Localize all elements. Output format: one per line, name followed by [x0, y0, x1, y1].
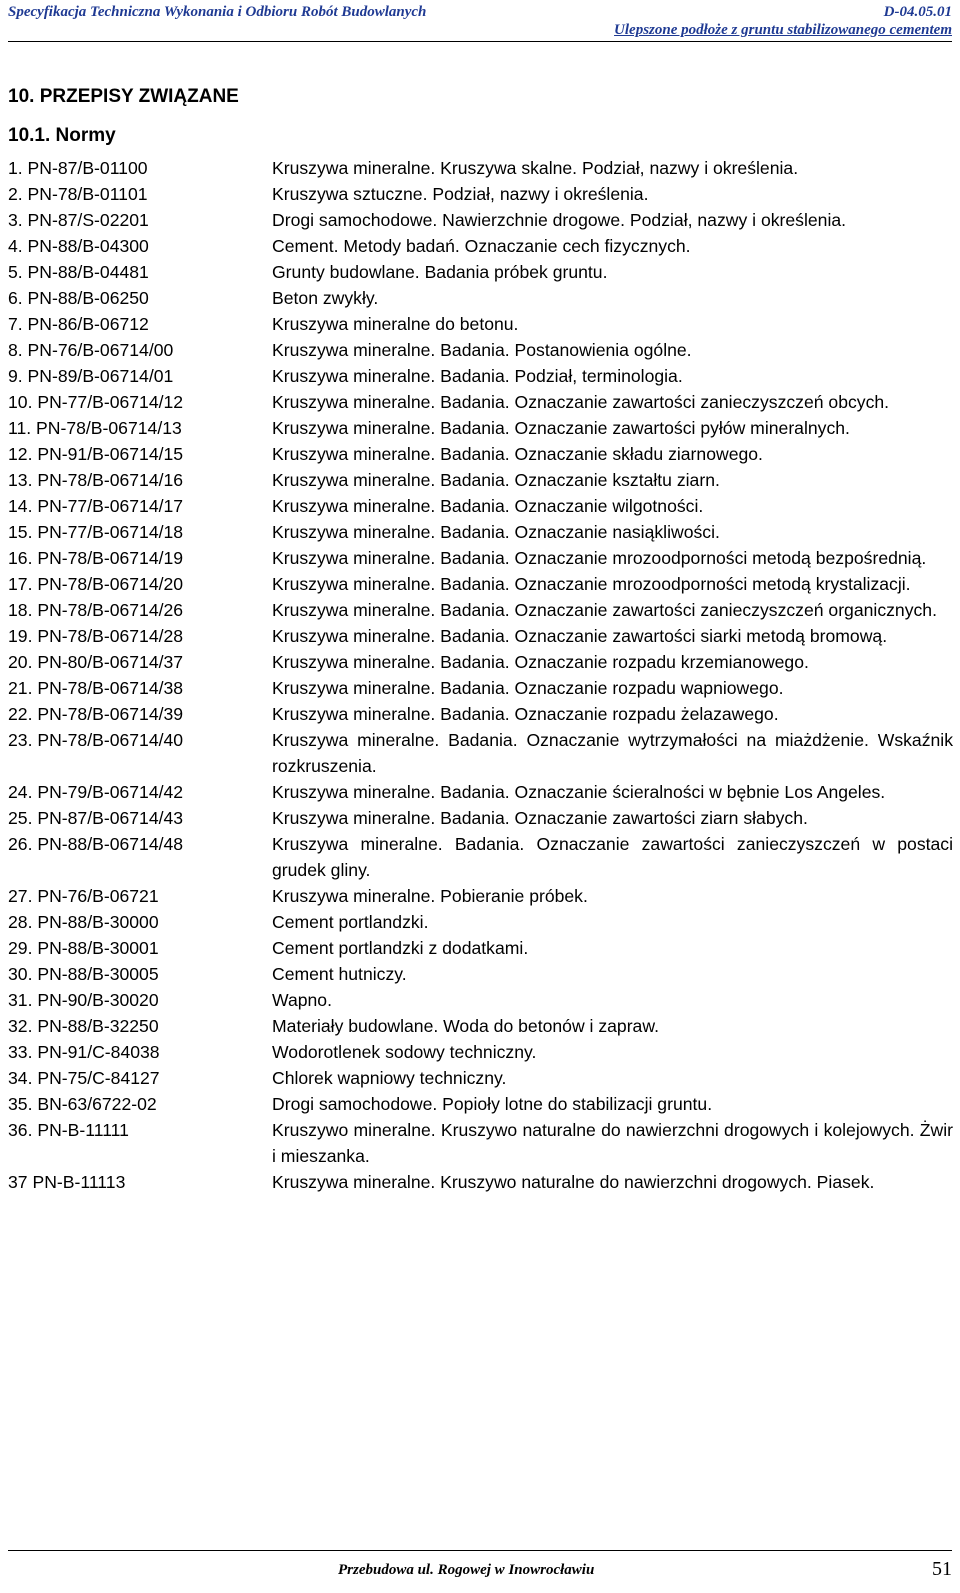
norm-item	[8, 233, 953, 259]
norm-item	[8, 1039, 953, 1065]
norm-number: 34. PN-75/C-84127	[8, 1068, 160, 1088]
norm-number: 3. PN-87/S-02201	[8, 210, 149, 230]
norm-description: Grunty budowlane. Badania próbek gruntu.	[272, 262, 608, 282]
norm-item	[8, 337, 953, 363]
norm-description: Wapno.	[272, 990, 332, 1010]
norm-number: 31. PN-90/B-30020	[8, 990, 159, 1010]
norm-description: Kruszywa mineralne. Badania. Oznaczanie wilgotności.	[272, 496, 704, 516]
norm-number: 36. PN-B-11111	[8, 1120, 129, 1140]
norm-description: Kruszywa mineralne. Badania. Oznaczanie zawartości zanieczyszczeń obcych.	[272, 392, 890, 412]
footer-divider	[8, 1550, 952, 1551]
norm-number: 14. PN-77/B-06714/17	[8, 496, 184, 516]
norm-description: Materiały budowlane. Woda do betonów i zapraw.	[272, 1016, 659, 1036]
norm-description: Kruszywa mineralne. Badania. Oznaczanie rozpadu żelazawego.	[272, 704, 779, 724]
norm-item	[8, 727, 953, 779]
footer-text: Przebudowa ul. Rogowej w Inowrocławiu	[338, 1562, 595, 1578]
norm-number: 16. PN-78/B-06714/19	[8, 548, 184, 568]
section-title: 10. PRZEPISY ZWIĄZANE	[8, 86, 239, 107]
norm-item	[8, 1117, 953, 1169]
norm-description: Cement portlandzki.	[272, 912, 429, 932]
norm-item	[8, 207, 953, 233]
norm-number: 20. PN-80/B-06714/37	[8, 652, 184, 672]
norm-item	[8, 1169, 953, 1195]
norm-number: 5. PN-88/B-04481	[8, 262, 149, 282]
norm-number: 37 PN-B-11113	[8, 1172, 126, 1192]
norm-number: 13. PN-78/B-06714/16	[8, 470, 184, 490]
document-title: Specyfikacja Techniczna Wykonania i Odbioru Robót Budowlanych	[8, 4, 427, 20]
norm-number: 33. PN-91/C-84038	[8, 1042, 160, 1062]
norm-description: Kruszywa mineralne. Badania. Oznaczanie zawartości ziarn słabych.	[272, 808, 808, 828]
norm-description: Kruszywa mineralne. Badania. Oznaczanie rozpadu wapniowego.	[272, 678, 784, 698]
norm-number: 12. PN-91/B-06714/15	[8, 444, 184, 464]
norm-item	[8, 545, 953, 571]
norm-description: Kruszywa mineralne. Pobieranie próbek.	[272, 886, 588, 906]
norm-item	[8, 363, 953, 389]
norm-item	[8, 649, 953, 675]
norm-description: Drogi samochodowe. Nawierzchnie drogowe. Podział, nazwy i określenia.	[272, 210, 847, 230]
norm-item	[8, 1091, 953, 1117]
norm-item	[8, 571, 953, 597]
norm-number: 6. PN-88/B-06250	[8, 288, 149, 308]
norm-description: Kruszywa mineralne. Badania. Postanowienia ogólne.	[272, 340, 692, 360]
norm-number: 19. PN-78/B-06714/28	[8, 626, 184, 646]
norm-number: 32. PN-88/B-32250	[8, 1016, 159, 1036]
norm-description: Kruszywa mineralne. Badania. Oznaczanie ścieralności w bębnie Los Angeles.	[272, 782, 886, 802]
document-subtitle: Ulepszone podłoże z gruntu stabilizowanego cementem	[614, 22, 952, 38]
norm-item	[8, 805, 953, 831]
norm-item	[8, 701, 953, 727]
norm-number: 26. PN-88/B-06714/48	[8, 834, 184, 854]
norm-number: 27. PN-76/B-06721	[8, 886, 159, 906]
norm-description: Chlorek wapniowy techniczny.	[272, 1068, 507, 1088]
norm-item	[8, 909, 953, 935]
norm-description: Kruszywa mineralne. Kruszywo naturalne do nawierzchni drogowych. Piasek.	[272, 1172, 875, 1192]
norm-item	[8, 831, 953, 883]
norm-description: Kruszywa mineralne do betonu.	[272, 314, 519, 334]
norm-item	[8, 441, 953, 467]
norm-description: Kruszywa mineralne. Badania. Podział, terminologia.	[272, 366, 683, 386]
norm-description: Kruszywo mineralne. Kruszywo naturalne do nawierzchni drogowych i kolejowych. Żwir i mieszanka.	[272, 1120, 953, 1166]
norm-number: 29. PN-88/B-30001	[8, 938, 159, 958]
norm-item	[8, 1013, 953, 1039]
norm-description: Kruszywa mineralne. Badania. Oznaczanie zawartości pyłów mineralnych.	[272, 418, 850, 438]
norm-number: 23. PN-78/B-06714/40	[8, 730, 184, 750]
norm-number: 35. BN-63/6722-02	[8, 1094, 157, 1114]
norm-number: 10. PN-77/B-06714/12	[8, 392, 184, 412]
norm-description: Kruszywa mineralne. Badania. Oznaczanie zawartości siarki metodą bromową.	[272, 626, 888, 646]
page-number: 51	[932, 1558, 952, 1580]
norm-number: 2. PN-78/B-01101	[8, 184, 148, 204]
norm-item	[8, 1065, 953, 1091]
norm-description: Cement portlandzki z dodatkami.	[272, 938, 529, 958]
header-divider	[8, 41, 952, 42]
norm-item	[8, 779, 953, 805]
norm-item	[8, 259, 953, 285]
norm-item	[8, 467, 953, 493]
norm-item	[8, 311, 953, 337]
norm-number: 25. PN-87/B-06714/43	[8, 808, 184, 828]
page-footer	[8, 1550, 952, 1590]
norm-description: Kruszywa mineralne. Badania. Oznaczanie kształtu ziarn.	[272, 470, 720, 490]
norm-item	[8, 883, 953, 909]
norm-description: Wodorotlenek sodowy techniczny.	[272, 1042, 537, 1062]
norm-item	[8, 415, 953, 441]
norm-description: Kruszywa mineralne. Badania. Oznaczanie wytrzymałości na miażdżenie. Wskaźnik rozkruszenia.	[272, 730, 953, 776]
norm-item	[8, 155, 953, 181]
norm-number: 7. PN-86/B-06712	[8, 314, 149, 334]
norm-number: 18. PN-78/B-06714/26	[8, 600, 184, 620]
norm-item	[8, 285, 953, 311]
page-header	[8, 2, 952, 42]
norm-number: 9. PN-89/B-06714/01	[8, 366, 174, 386]
norm-number: 24. PN-79/B-06714/42	[8, 782, 184, 802]
norm-description: Beton zwykły.	[272, 288, 379, 308]
norm-number: 22. PN-78/B-06714/39	[8, 704, 184, 724]
norm-description: Kruszywa mineralne. Badania. Oznaczanie zawartości zanieczyszczeń w postaci grudek gliny.	[272, 834, 953, 880]
norm-description: Kruszywa mineralne. Badania. Oznaczanie mrozoodporności metodą krystalizacji.	[272, 574, 911, 594]
norm-number: 15. PN-77/B-06714/18	[8, 522, 184, 542]
norm-description: Cement hutniczy.	[272, 964, 407, 984]
norm-item	[8, 987, 953, 1013]
norm-item	[8, 181, 953, 207]
section-subtitle: 10.1. Normy	[8, 125, 116, 146]
norm-number: 8. PN-76/B-06714/00	[8, 340, 174, 360]
norm-number: 4. PN-88/B-04300	[8, 236, 149, 256]
norm-item	[8, 675, 953, 701]
norm-description: Cement. Metody badań. Oznaczanie cech fizycznych.	[272, 236, 691, 256]
norm-description: Drogi samochodowe. Popioły lotne do stabilizacji gruntu.	[272, 1094, 713, 1114]
norm-number: 17. PN-78/B-06714/20	[8, 574, 184, 594]
norm-description: Kruszywa mineralne. Badania. Oznaczanie rozpadu krzemianowego.	[272, 652, 809, 672]
norm-number: 1. PN-87/B-01100	[8, 158, 148, 178]
norm-item	[8, 597, 953, 623]
norm-description: Kruszywa sztuczne. Podział, nazwy i określenia.	[272, 184, 649, 204]
norm-item	[8, 623, 953, 649]
norm-description: Kruszywa mineralne. Kruszywa skalne. Podział, nazwy i określenia.	[272, 158, 799, 178]
norm-description: Kruszywa mineralne. Badania. Oznaczanie nasiąkliwości.	[272, 522, 720, 542]
norm-item	[8, 389, 953, 415]
norm-number: 30. PN-88/B-30005	[8, 964, 159, 984]
norm-description: Kruszywa mineralne. Badania. Oznaczanie składu ziarnowego.	[272, 444, 763, 464]
norm-item	[8, 493, 953, 519]
norm-description: Kruszywa mineralne. Badania. Oznaczanie zawartości zanieczyszczeń organicznych.	[272, 600, 937, 620]
norm-item	[8, 519, 953, 545]
document-code: D-04.05.01	[883, 4, 952, 20]
norm-description: Kruszywa mineralne. Badania. Oznaczanie mrozoodporności metodą bezpośrednią.	[272, 548, 927, 568]
norm-number: 21. PN-78/B-06714/38	[8, 678, 184, 698]
norm-item	[8, 961, 953, 987]
norm-item	[8, 935, 953, 961]
norms-list	[8, 155, 953, 1195]
norm-number: 28. PN-88/B-30000	[8, 912, 159, 932]
norm-number: 11. PN-78/B-06714/13	[8, 418, 182, 438]
